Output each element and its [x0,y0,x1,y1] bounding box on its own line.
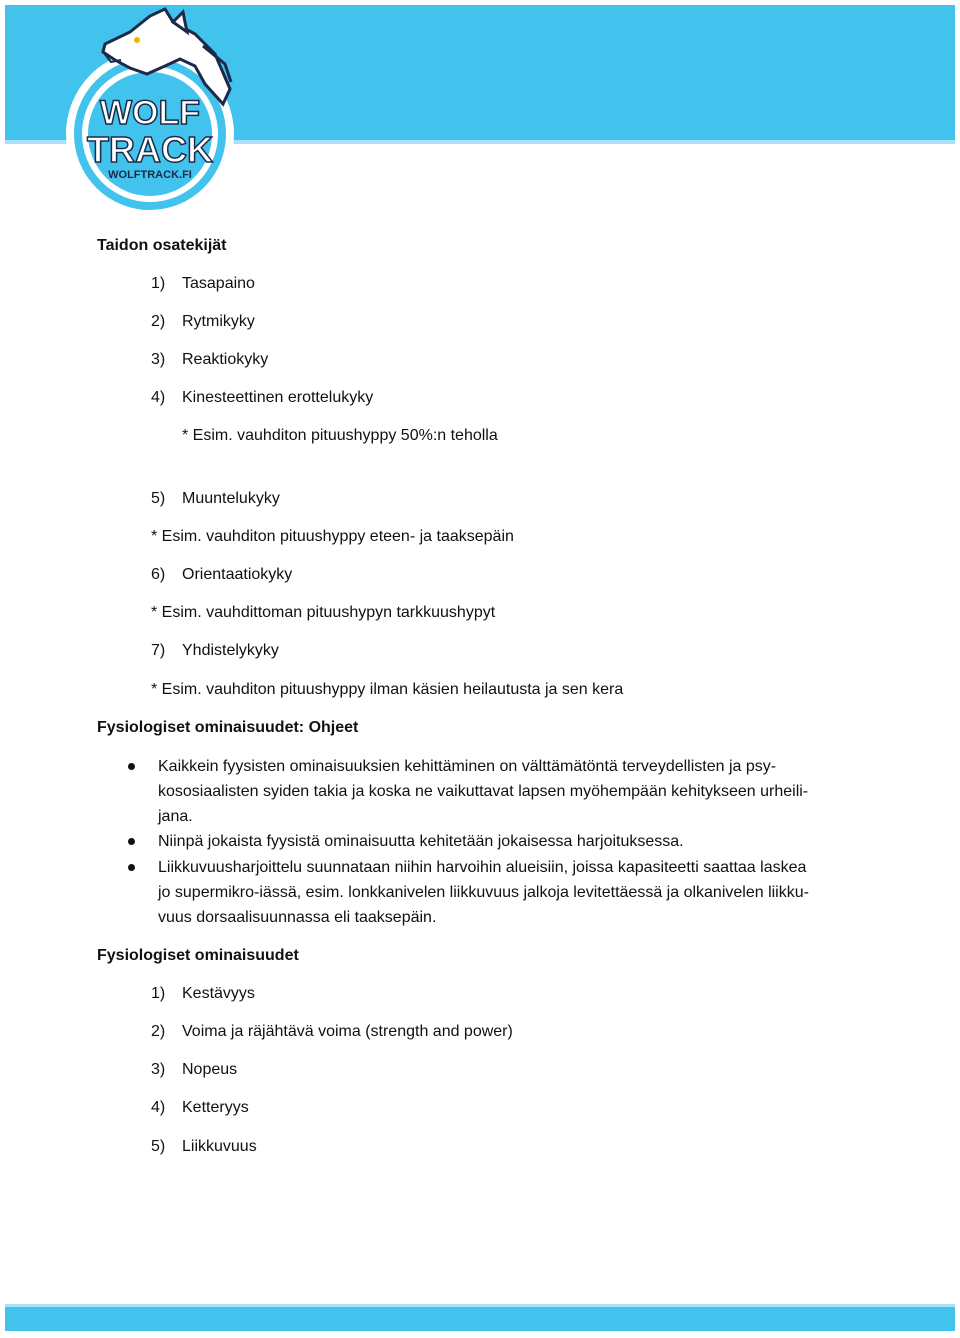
footer-band [5,1307,955,1331]
list-item-kinesthetic: Kinesteettinen erottelukyky [182,389,374,406]
bullet-icon [128,838,135,845]
list-number: 3) [151,1061,166,1078]
example-note: * Esim. vauhditon pituushyppy eteen- ja taaksepäin [151,528,514,545]
bullet-line: jana. [158,808,193,825]
bullet-line: vuus dorsaalisuunnassa eli taaksepäin. [158,909,437,926]
section-heading-skill-components: Taidon osatekijät [97,237,227,254]
list-item-balance: Tasapaino [182,275,255,292]
list-item-speed: Nopeus [182,1061,238,1078]
bullet-icon [128,763,135,770]
list-number: 6) [151,566,166,583]
logo-text-line1: WOLF [99,94,201,132]
wolf-track-logo [55,4,245,214]
list-number: 5) [151,490,166,507]
bullet-paragraph [158,829,858,854]
section-heading-physiological-properties: Fysiologiset ominaisuudet [97,947,299,964]
list-item-mobility: Liikkuvuus [182,1138,257,1155]
logo-url: WOLFTRACK.FI [108,169,192,181]
list-number: 7) [151,642,166,659]
list-item-rhythm: Rytmikyky [182,313,255,330]
example-note: * Esim. vauhditon pituushyppy 50%:n teholla [182,427,498,444]
list-number: 1) [151,275,166,292]
bullet-line: Liikkuvuusharjoittelu suunnataan niihin harvoihin alueisiin, joissa kapasiteetti saattaa laskea [158,859,807,876]
list-number: 5) [151,1138,166,1155]
list-number: 2) [151,1023,166,1040]
list-item-orientation: Orientaatiokyky [182,566,293,583]
bullet-line: kososiaalisten syiden takia ja koska ne vaikuttavat lapsen myöhempään kehitykseen urheili- [158,783,809,800]
list-number: 4) [151,1099,166,1116]
list-item-strength-power: Voima ja räjähtävä voima (strength and power) [182,1023,513,1040]
bullet-line: Niinpä jokaista fyysistä ominaisuutta kehitetään jokaisessa harjoituksessa. [158,833,684,850]
list-number: 2) [151,313,166,330]
bullet-line: jo supermikro-iässä, esim. lonkkanivelen liikkuvuus jalkoja levitettäessä ja olkanivelen liikku- [158,884,809,901]
bullet-paragraph [158,754,858,829]
list-number: 3) [151,351,166,368]
list-item-agility: Ketteryys [182,1099,249,1116]
list-item-reaction: Reaktiokyky [182,351,269,368]
logo-text-line2: TRACK [87,129,213,170]
list-item-endurance: Kestävyys [182,985,255,1002]
bullet-line: Kaikkein fyysisten ominaisuuksien kehittäminen on välttämätöntä terveydellisten ja psy- [158,758,777,775]
list-item-coordination: Yhdistelykyky [182,642,279,659]
list-number: 4) [151,389,166,406]
list-number: 1) [151,985,166,1002]
list-item-adaptability: Muuntelukyky [182,490,280,507]
bullet-paragraph [158,855,858,930]
example-note: * Esim. vauhdittoman pituushypyn tarkkuushypyt [151,604,496,621]
bullet-icon [128,864,135,871]
section-heading-physiological-guidelines: Fysiologiset ominaisuudet: Ohjeet [97,719,359,736]
example-note: * Esim. vauhditon pituushyppy ilman käsien heilautusta ja sen kera [151,681,624,698]
